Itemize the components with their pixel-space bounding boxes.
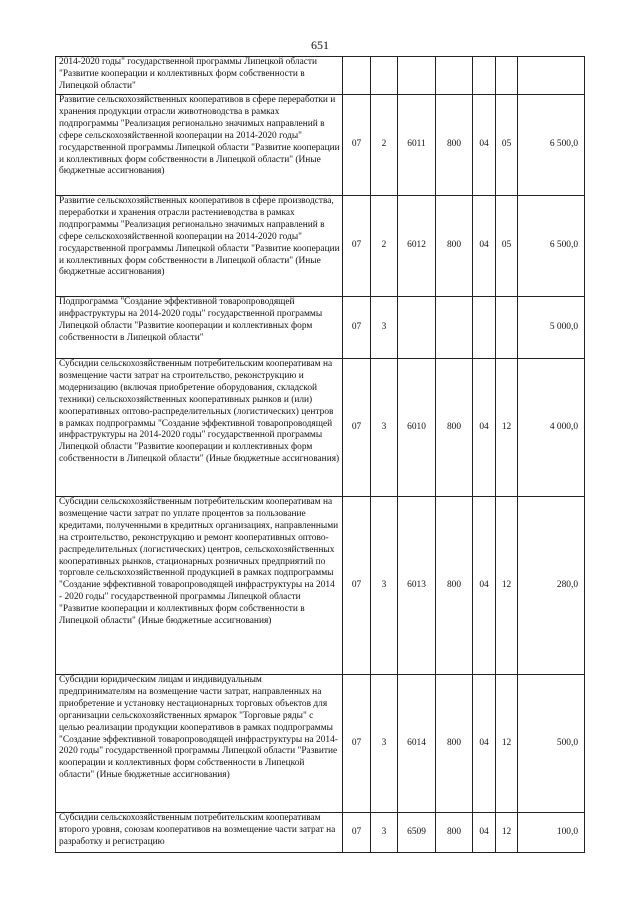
subsection-code bbox=[496, 297, 518, 359]
subsection-code: 12 bbox=[496, 813, 518, 853]
program-code: 07 bbox=[343, 359, 371, 497]
row-description: Развитие сельскохозяйственных кооперативов в сфере производства, переработки и хранения отрасли растениеводства в рамках подпрограммы "Реализация регионально значимых направлений в сфере сельскохозяйственной кооперации на 2014-2020 годы" государственной программы Липецкой области "Развитие кооперации и коллективных форм собственности в Липецкой области" (Иные бюджетные ассигнования) bbox=[56, 196, 343, 297]
section-code: 04 bbox=[473, 813, 496, 853]
amount: 5 000,0 bbox=[518, 297, 585, 359]
table-row bbox=[56, 813, 585, 853]
table-row bbox=[56, 57, 585, 95]
row-description: Подпрограмма "Создание эффективной товаропроводящей инфраструктуры на 2014-2020 годы" государственной программы Липецкой области "Развитие кооперации и коллективных форм собственности в Липецкой области" bbox=[56, 297, 343, 359]
subprogram-code: 3 bbox=[371, 813, 398, 853]
direction-code: 6012 bbox=[398, 196, 436, 297]
section-code: 04 bbox=[473, 497, 496, 675]
direction-code: 6013 bbox=[398, 497, 436, 675]
expense-type-code: 800 bbox=[436, 359, 473, 497]
expense-type-code: 800 bbox=[436, 95, 473, 196]
expense-type-code: 800 bbox=[436, 675, 473, 813]
program-code: 07 bbox=[343, 196, 371, 297]
amount: 500,0 bbox=[518, 675, 585, 813]
amount: 6 500,0 bbox=[518, 95, 585, 196]
subprogram-code: 3 bbox=[371, 497, 398, 675]
program-code bbox=[343, 57, 371, 95]
subprogram-code: 2 bbox=[371, 196, 398, 297]
amount: 100,0 bbox=[518, 813, 585, 853]
table-row bbox=[56, 359, 585, 497]
row-description: 2014-2020 годы" государственной программы Липецкой области "Развитие кооперации и коллективных форм собственности в Липецкой области" bbox=[56, 57, 343, 95]
subprogram-code: 3 bbox=[371, 675, 398, 813]
row-description: Развитие сельскохозяйственных кооперативов в сфере переработки и хранения продукции отрасли животноводства в рамках подпрограммы "Реализация регионально значимых направлений в сфере сельскохозяйственной кооперации на 2014-2020 годы" государственной программы Липецкой области "Развитие кооперации и коллективных форм собственности в Липецкой области" (Иные бюджетные ассигнования) bbox=[56, 95, 343, 196]
row-description: Субсидии сельскохозяйственным потребительским кооперативам на возмещение части затрат на строительство, реконструкцию и модернизацию (включая приобретение оборудования, складской техники) сельскохозяйственных кооперативных рынков и (или) кооперативных оптово-распределительных (логистических) центров в рамках подпрограммы "Создание эффективной товаропроводящей инфраструктуры на 2014-2020 годы" государственной программы Липецкой области "Развитие кооперации и коллективных форм собственности в Липецкой области" (Иные бюджетные ассигнования) bbox=[56, 359, 343, 497]
subprogram-code: 3 bbox=[371, 359, 398, 497]
direction-code: 6014 bbox=[398, 675, 436, 813]
section-code: 04 bbox=[473, 95, 496, 196]
expense-type-code: 800 bbox=[436, 813, 473, 853]
program-code: 07 bbox=[343, 297, 371, 359]
subsection-code: 05 bbox=[496, 95, 518, 196]
subsection-code bbox=[496, 57, 518, 95]
program-code: 07 bbox=[343, 95, 371, 196]
subprogram-code: 3 bbox=[371, 297, 398, 359]
section-code: 04 bbox=[473, 196, 496, 297]
amount: 280,0 bbox=[518, 497, 585, 675]
direction-code bbox=[398, 57, 436, 95]
amount: 6 500,0 bbox=[518, 196, 585, 297]
subsection-code: 12 bbox=[496, 359, 518, 497]
subprogram-code: 2 bbox=[371, 95, 398, 196]
section-code: 04 bbox=[473, 359, 496, 497]
row-description: Субсидии юридическим лицам и индивидуальным предпринимателям на возмещение части затрат, направленных на приобретение и установку нестационарных торговых объектов для организации сельскохозяйственных ярмарок "Торговые ряды" с целью реализации продукции кооперативов в рамках подпрограммы "Создание эффективной товаропроводящей инфраструктуры на 2014-2020 годы" государственной программы Липецкой области "Развитие кооперации и коллективных форм собственности в Липецкой области" (Иные бюджетные ассигнования) bbox=[56, 675, 343, 813]
page-number: 651 bbox=[311, 38, 329, 52]
table-row bbox=[56, 675, 585, 813]
subsection-code: 12 bbox=[496, 675, 518, 813]
direction-code: 6509 bbox=[398, 813, 436, 853]
subprogram-code bbox=[371, 57, 398, 95]
table-row bbox=[56, 297, 585, 359]
amount: 4 000,0 bbox=[518, 359, 585, 497]
expense-type-code: 800 bbox=[436, 497, 473, 675]
direction-code: 6010 bbox=[398, 359, 436, 497]
expense-type-code bbox=[436, 57, 473, 95]
program-code: 07 bbox=[343, 675, 371, 813]
table-row bbox=[56, 196, 585, 297]
section-code: 04 bbox=[473, 675, 496, 813]
budget-table bbox=[55, 56, 585, 853]
section-code bbox=[473, 57, 496, 95]
direction-code bbox=[398, 297, 436, 359]
subsection-code: 05 bbox=[496, 196, 518, 297]
subsection-code: 12 bbox=[496, 497, 518, 675]
row-description: Субсидии сельскохозяйственным потребительским кооперативам на возмещение части затрат по уплате процентов за пользование кредитами, полученными в кредитных организациях, направленными на строительство, реконструкцию и ремонт кооперативных оптово-распределительных (логистических) центров, сельскохозяйственных кооперативных рынков, стационарных розничных предприятий по торговле сельскохозяйственной продукцией в рамках подпрограммы "Создание эффективной товаропроводящей инфраструктуры на 2014 - 2020 годы" государственной программы Липецкой области "Развитие кооперации и коллективных форм собственности в Липецкой области" (Иные бюджетные ассигнования) bbox=[56, 497, 343, 675]
expense-type-code: 800 bbox=[436, 196, 473, 297]
direction-code: 6011 bbox=[398, 95, 436, 196]
expense-type-code bbox=[436, 297, 473, 359]
section-code bbox=[473, 297, 496, 359]
row-description: Субсидии сельскохозяйственным потребительским кооперативам второго уровня, союзам кооперативов на возмещение части затрат на разработку и регистрацию bbox=[56, 813, 343, 853]
program-code: 07 bbox=[343, 813, 371, 853]
table-row bbox=[56, 95, 585, 196]
program-code: 07 bbox=[343, 497, 371, 675]
amount bbox=[518, 57, 585, 95]
table-row bbox=[56, 497, 585, 675]
